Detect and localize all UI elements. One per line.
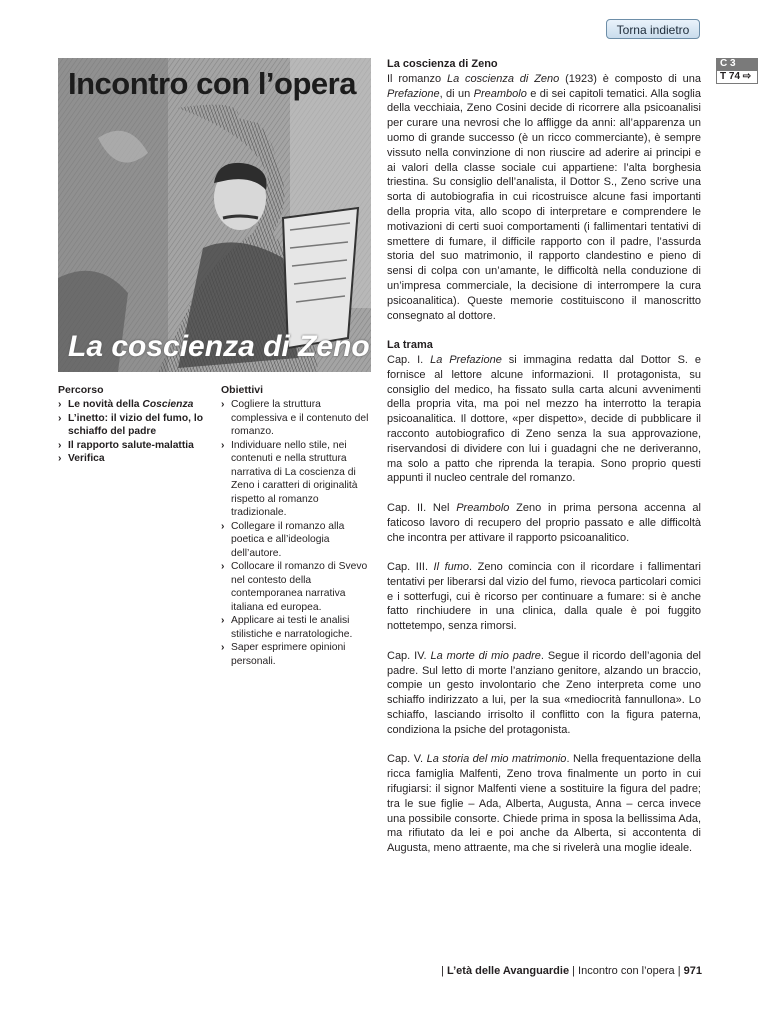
- arrow-icon: ›: [221, 615, 225, 626]
- arrow-icon: ›: [221, 561, 225, 572]
- percorso-item[interactable]: › Verifica: [58, 453, 105, 464]
- obiettivi-heading: Obiettivi: [221, 384, 264, 396]
- chapter-label: C 3: [716, 58, 758, 70]
- obiettivi-item: › Cogliere la struttura complessiva e il contenuto del romanzo.: [221, 399, 369, 437]
- page-footer: | L’età delle Avanguardie | Incontro con l’opera | 971: [441, 965, 702, 977]
- intro-paragraph: Il romanzo La coscienza di Zeno (1923) è composto di una Prefazione, di un Preambolo e di sei capitoli tematici. Alla soglia della vecchiaia, Zeno Cosini decide di ricorrere alla psicoanalisi per curare una nevrosi che lo affligge da anni: all’apparenza un uomo di grande successo (è un ricco commerciante), è sempre vissuto nella convinzione di non riuscire ad aderire ai principi e ai valori della classe sociale cui appartiene: l’alta borghesia triestina. Su consiglio dell’analista, il Dottor S., Zeno scrive una sorta di autobiografia in cui ricostruisce alcune fasi importanti della propria vita, allo scopo di interpretare e comprendere le motivazioni di certi suoi comportamenti (i fallimentari tentativi di smettere di fumare, il difficile rapporto con il padre, l’assurda storia del suo matrimonio, il rapporto clandestino e pieno di sensi di colpa con un’amante, le difficoltà nella conduzione di un’impresa commerciale, la decisione di interrompere la cura psicoanalitica). Queste memorie costituiscono il manoscritto consegnato al dottore.: [387, 72, 701, 322]
- text-reference-link[interactable]: T 74 ⇨: [716, 70, 758, 84]
- percorso-heading: Percorso: [58, 384, 104, 396]
- back-button[interactable]: Torna indietro: [606, 19, 700, 39]
- obiettivi-item: › Individuare nello stile, nei contenuti e nella struttura narrativa di La coscienza di Zeno i caratteri di originalità rispetto al romanzo tradizionale.: [221, 439, 358, 518]
- percorso-list: [58, 398, 208, 466]
- chapter-summary: Cap. II. Nel Preambolo Zeno in prima persona accenna al faticoso lavoro di recupero del proprio passato e alle difficoltà che incontra per attivare il rapporto psicoanalitico.: [387, 501, 701, 544]
- percorso-item[interactable]: › Le novità della Coscienza: [58, 399, 194, 410]
- main-text-column: [387, 57, 701, 856]
- book-title: L’età delle Avanguardie: [447, 965, 570, 977]
- obiettivi-item: › Saper esprimere opinioni personali.: [221, 642, 346, 667]
- arrow-icon: ›: [221, 439, 225, 451]
- chapter-summary: Cap. V. La storia del mio matrimonio. Nella frequentazione della ricca famiglia Malfenti, Zeno trova finalmente un porto in cui rifugiarsi: il signor Malfenti viene a sostituire la figura del padre; tra le sue figlie – Ada, Alberta, Augusta, Anna – cerca invece una possibile consorte. Chiede prima in sposa la bellissima Ada, ma rifiutato da lei e poi anche da Alberta, si accontenta di Augusta, meno attraente, ma che si rivelerà una moglie ideale.: [387, 753, 702, 855]
- arrow-icon: ›: [58, 439, 62, 451]
- arrow-icon: ›: [221, 520, 225, 532]
- arrow-icon: ›: [221, 642, 225, 653]
- arrow-icon: ›: [58, 453, 62, 464]
- obiettivi-item: › Applicare ai testi le analisi stilistiche e narratologiche.: [221, 615, 353, 640]
- chapter-reference[interactable]: [716, 58, 758, 84]
- page-number: 971: [683, 965, 702, 977]
- page-title: Incontro con l’opera: [68, 66, 356, 101]
- arrow-icon: ›: [221, 399, 225, 410]
- chapter-summary: Cap. III. Il fumo. Zeno comincia con il ricordare i fallimentari tentativi per liberarsi dal vizio del fumo, rievoca particolari comici e i sotterfugi, cui è ricorso per continuare a fumare: si è anche fatto rinchiudere in una clinica, dalla quale è poi fuggito nottetempo, senza rimorsi.: [387, 561, 701, 633]
- arrow-icon: ›: [58, 399, 62, 410]
- section-heading: La trama: [387, 339, 433, 352]
- obiettivi-item: › Collegare il romanzo alla poetica e all’ideologia dell’autore.: [221, 520, 345, 559]
- obiettivi-item: › Collocare il romanzo di Svevo nel contesto della contemporanea narrativa italiana ed europea.: [221, 561, 368, 613]
- arrow-icon: ›: [58, 412, 62, 424]
- percorso-item[interactable]: › Il rapporto salute-malattia: [58, 439, 194, 451]
- hero-image: [58, 58, 371, 372]
- section-heading: La coscienza di Zeno: [387, 58, 498, 70]
- engraving-illustration: [58, 58, 371, 372]
- work-title: La coscienza di Zeno: [68, 330, 370, 363]
- chapter-summary: Cap. IV. La morte di mio padre. Segue il ricordo dell’agonia del padre. Sul letto di morte l’anziano genitore, alzando un braccio, compie un gesto involontario che Zeno interpreta come uno schiaffo indirizzato a lui, per la sua «mediocrità fannullona». Lo schiaffo, lasciando irrisolto il conflitto con la figura paterna, condiziona la psiche del protagonista.: [387, 649, 702, 736]
- percorso-item[interactable]: › L’inetto: il vizio del fumo, lo schiaffo del padre: [58, 412, 204, 437]
- obiettivi-list: [221, 398, 371, 668]
- chapter-summary: Cap. I. La Prefazione si immagina redatta dal Dottor S. e fornisce al lettore alcune informazioni. Il protagonista, su consiglio del medico, ha fissato sulla carta alcuni avvenimenti della propria vita, ma poi nel mezzo ha interrotto la terapia psicoanalitica. Il dottore, «per dispetto», decide di pubblicare il racconto autobiografico di Zeno senza la sua approvazione, riservandosi di dividere con lui i guadagni che ne deriveranno, ma solo a patto che riprenda la terapia. Sono proprio questi appunti il nucleo centrale del romanzo.: [387, 353, 701, 485]
